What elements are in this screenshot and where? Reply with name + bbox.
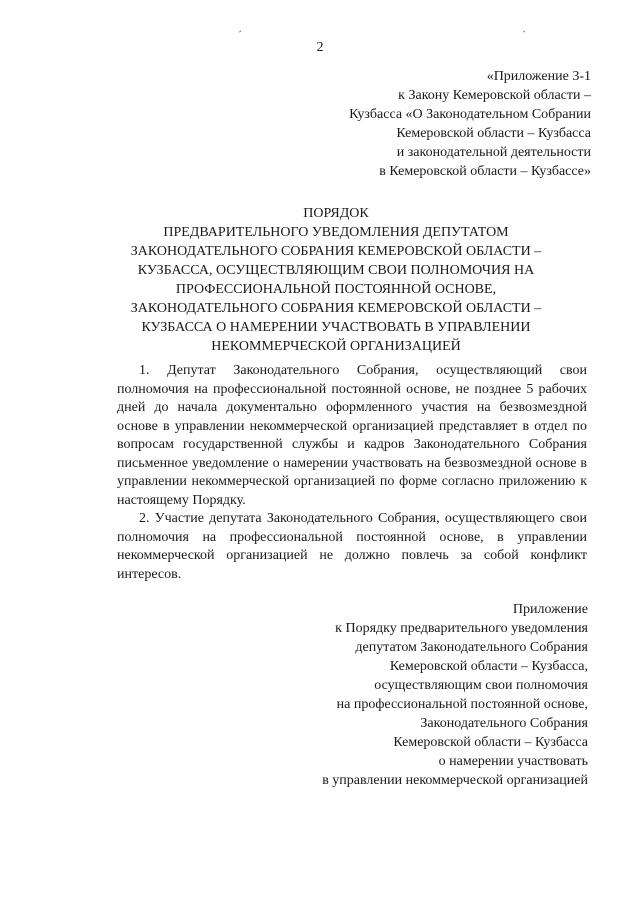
page-number: 2 (316, 40, 324, 55)
appendix-footer-line: Кемеровской области – Кузбасса (393, 735, 588, 750)
title-line: ПОРЯДОК (303, 206, 369, 221)
appendix-header-line: и законодательной деятельности (396, 145, 591, 160)
scan-mark: ´ (522, 28, 526, 42)
title-line: ЗАКОНОДАТЕЛЬНОГО СОБРАНИЯ КЕМЕРОВСКОЙ ОБЛАСТИ – (130, 244, 542, 259)
appendix-header (349, 67, 591, 181)
title-line: КУЗБАССА О НАМЕРЕНИИ УЧАСТВОВАТЬ В УПРАВЛЕНИИ (141, 320, 531, 335)
document-title (95, 204, 577, 356)
document-body (117, 362, 587, 584)
appendix-header-line: к Закону Кемеровской области – (398, 88, 591, 103)
scan-mark: ´ (238, 28, 242, 42)
appendix-footer-line: депутатом Законодательного Собрания (355, 640, 588, 655)
appendix-footer (322, 600, 588, 790)
paragraph-1: 1. Депутат Законодательного Собрания, осуществляющий свои полномочия на профессиональной постоянной основе, не позднее 5 рабочих дней до начала документально оформленного участия на безвозмездной основе в управлении некоммерческой организацией представляет в отдел по вопросам государственной службы и кадров Законодательного Собрания письменное уведомление о намерении участвовать на безвозмездной основе в управлении некоммерческой организацией по форме согласно приложению к настоящему Порядку. (117, 363, 587, 508)
appendix-footer-line: о намерении участвовать (438, 754, 588, 769)
title-line: КУЗБАССА, ОСУЩЕСТВЛЯЮЩИМ СВОИ ПОЛНОМОЧИЯ НА (137, 263, 535, 278)
title-line: ПРЕДВАРИТЕЛЬНОГО УВЕДОМЛЕНИЯ ДЕПУТАТОМ (163, 225, 509, 240)
appendix-footer-line: Кемеровской области – Кузбасса, (389, 659, 588, 674)
appendix-footer-line: на профессиональной постоянной основе, (336, 697, 588, 712)
appendix-header-line: Кузбасса «О Законодательном Собрании (349, 107, 591, 122)
appendix-header-line: Кемеровской области – Кузбасса (396, 126, 591, 141)
appendix-footer-line: Законодательного Собрания (420, 716, 588, 731)
title-line: НЕКОММЕРЧЕСКОЙ ОРГАНИЗАЦИЕЙ (211, 339, 461, 354)
appendix-footer-line: осуществляющим свои полномочия (374, 678, 588, 693)
appendix-footer-line: в управлении некоммерческой организацией (322, 773, 588, 788)
appendix-header-line: «Приложение 3-1 (486, 69, 591, 84)
paragraph-2: 2. Участие депутата Законодательного Собрания, осуществляющего свои полномочия на профессиональной постоянной основе, в управлении некоммерческой организацией не должно повлечь за собой конфликт интересов. (117, 511, 587, 582)
appendix-footer-line: к Порядку предварительного уведомления (335, 621, 588, 636)
title-line: ЗАКОНОДАТЕЛЬНОГО СОБРАНИЯ КЕМЕРОВСКОЙ ОБЛАСТИ – (130, 301, 542, 316)
title-line: ПРОФЕССИОНАЛЬНОЙ ПОСТОЯННОЙ ОСНОВЕ, (175, 282, 497, 297)
appendix-footer-line: Приложение (512, 602, 588, 617)
appendix-header-line: в Кемеровской области – Кузбассе» (379, 164, 591, 179)
